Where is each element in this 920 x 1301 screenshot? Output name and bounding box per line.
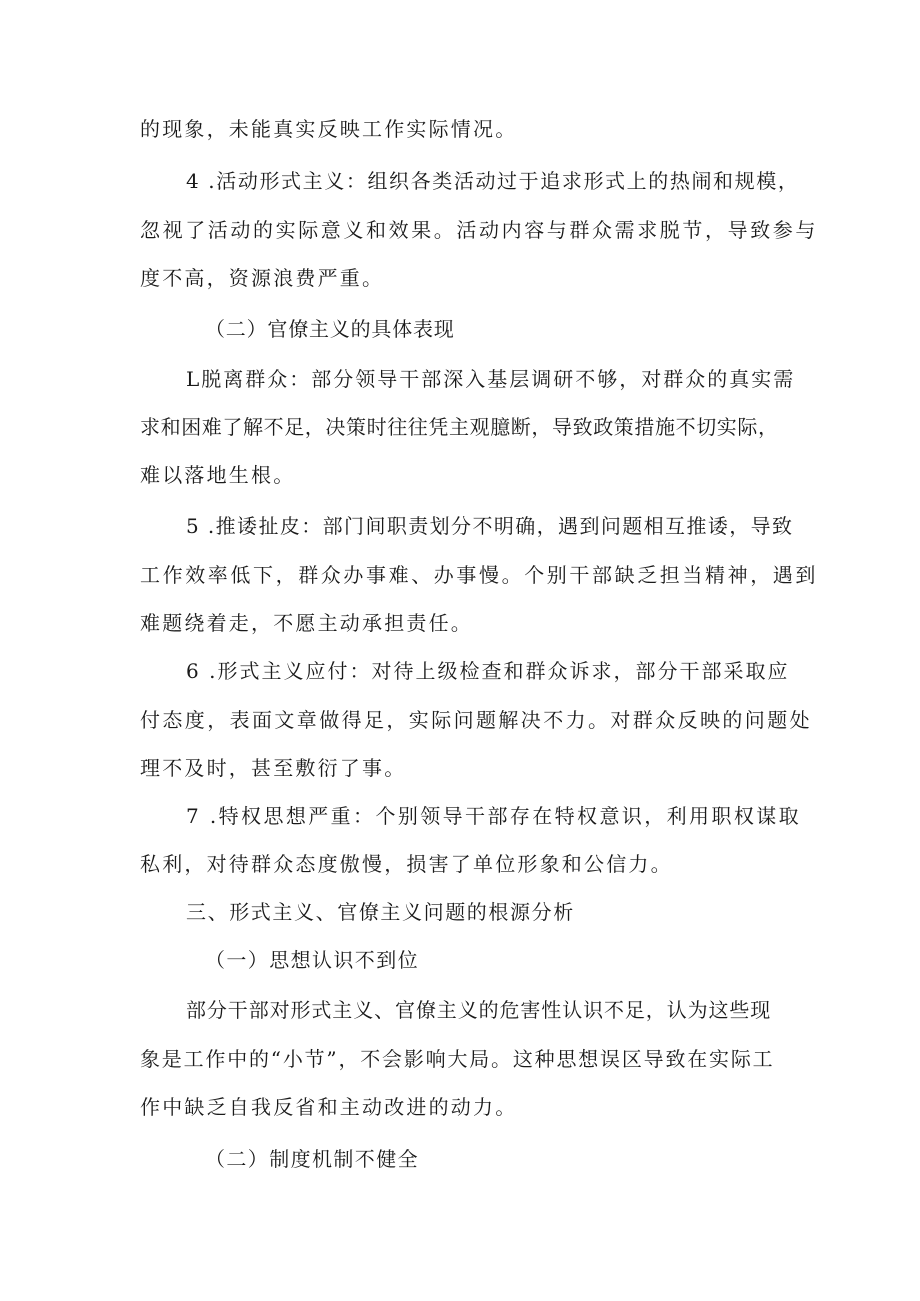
paragraph-line: 忽视了活动的实际意义和效果。活动内容与群众需求脱节，导致参与: [140, 218, 818, 242]
section-subheading: （一）思想认识不到位: [205, 948, 419, 972]
list-item-heading: 6 .形式主义应付：对待上级检查和群众诉求，部分干部采取应: [186, 659, 790, 683]
paragraph-line: 求和困难了解不足，决策时往往凭主观臆断，导致政策措施不切实际，: [140, 415, 779, 439]
section-heading: 三、形式主义、官僚主义问题的根源分析: [186, 900, 575, 924]
list-item-heading: L脱离群众：部分领导干部深入基层调研不够，对群众的真实需: [186, 367, 796, 391]
section-subheading: （二）制度机制不健全: [205, 1147, 419, 1171]
paragraph-line: 度不高，资源浪费严重。: [140, 266, 385, 290]
paragraph-line: 私利，对待群众态度傲慢，损害了单位形象和公信力。: [140, 852, 673, 876]
paragraph-line: 部分干部对形式主义、官僚主义的危害性认识不足，认为这些现: [186, 998, 772, 1022]
paragraph-line: 工作效率低下，群众办事难、办事慢。个别干部缺乏担当精神，遇到: [140, 563, 818, 587]
paragraph-line: 理不及时，甚至敷衍了事。: [140, 756, 407, 780]
list-item-heading: 5 .推诿扯皮：部门间职责划分不明确，遇到问题相互推诿，导致: [186, 514, 794, 538]
paragraph-line: 付态度，表面文章做得足，实际问题解决不力。对群众反映的问题处: [140, 708, 812, 732]
paragraph-line: 作中缺乏自我反省和主动改进的动力。: [140, 1095, 518, 1119]
paragraph-line: 难以落地生根。: [140, 463, 296, 487]
paragraph-line: 象是工作中的“小节”，不会影响大局。这种思想误区导致在实际工: [140, 1047, 775, 1071]
paragraph-line: 的现象，未能真实反映工作实际情况。: [140, 117, 518, 141]
section-subheading: （二）官僚主义的具体表现: [205, 317, 455, 341]
list-item-heading: 4 .活动形式主义：组织各类活动过于追求形式上的热闹和规模，: [186, 169, 800, 193]
list-item-heading: 7 .特权思想严重：个别领导干部存在特权意识，利用职权谋取: [186, 804, 802, 828]
paragraph-line: 难题绕着走，不愿主动承担责任。: [140, 611, 473, 635]
